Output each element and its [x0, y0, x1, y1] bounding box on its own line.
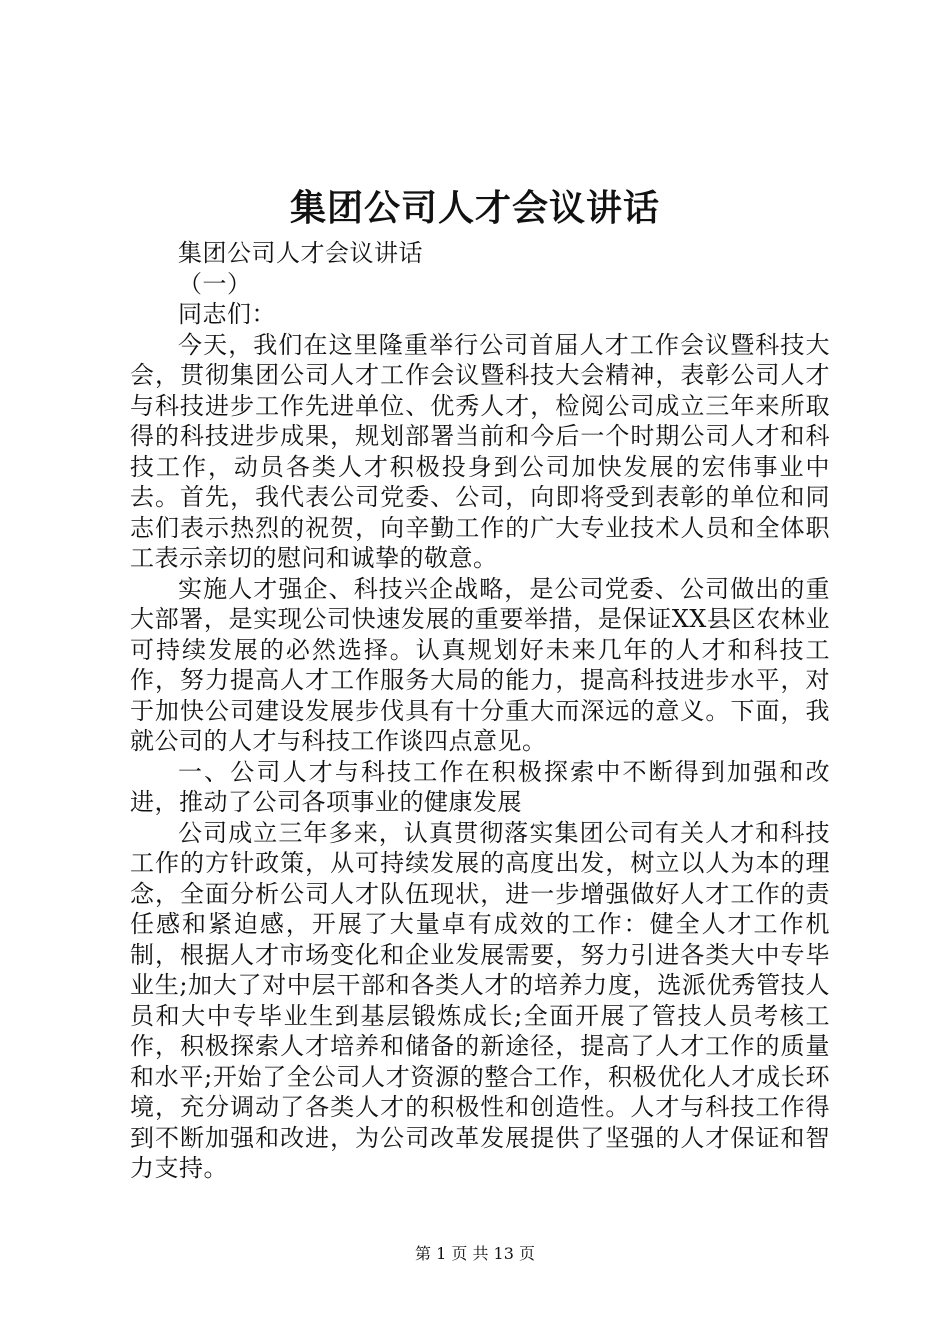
document-title: 集团公司人才会议讲话: [289, 187, 660, 229]
section-number-paragraph: （一）: [178, 269, 252, 298]
document-body: [130, 238, 830, 1184]
page-footer: 第 1 页 共 13 页: [415, 1244, 535, 1263]
subtitle-paragraph: 集团公司人才会议讲话: [178, 239, 423, 267]
section-heading-paragraph: 一、公司人才与科技工作在积极探索中不断得到加强和改进，推动了公司各项事业的健康发展: [130, 757, 830, 816]
body-paragraph: 实施人才强企、科技兴企战略，是公司党委、公司做出的重大部署，是实现公司快速发展的重要举措，是保证XX县区农林业可持续发展的必然选择。认真规划好未来几年的人才和科技工作，努力提高人才工作服务大局的能力，提高科技进步水平，对于加快公司建设发展步伐具有十分重大而深远的意义。下面，我就公司的人才与科技工作谈四点意见。: [130, 574, 830, 755]
body-paragraph: 公司成立三年多来，认真贯彻落实集团公司有关人才和科技工作的方针政策，从可持续发展的高度出发，树立以人为本的理念，全面分析公司人才队伍现状，进一步增强做好人才工作的责任感和紧迫感，开展了大量卓有成效的工作：健全人才工作机制，根据人才市场变化和企业发展需要，努力引进各类大中专毕业生;加大了对中层干部和各类人才的培养力度，选派优秀管技人员和大中专毕业生到基层锻炼成长;全面开展了管技人员考核工作，积极探索人才培养和储备的新途径，提高了人才工作的质量和水平;开始了全公司人才资源的整合工作，积极优化人才成长环境，充分调动了各类人才的积极性和创造性。人才与科技工作得到不断加强和改进，为公司改革发展提供了坚强的人才保证和智力支持。: [130, 818, 830, 1182]
salutation-paragraph: 同志们：: [178, 300, 276, 328]
body-paragraph: 今天，我们在这里隆重举行公司首届人才工作会议暨科技大会，贯彻集团公司人才工作会议暨科技大会精神，表彰公司人才与科技进步工作先进单位、优秀人才，检阅公司成立三年来所取得的科技进步成果，规划部署当前和今后一个时期公司人才和科技工作，动员各类人才积极投身到公司加快发展的宏伟事业中去。首先，我代表公司党委、公司，向即将受到表彰的单位和同志们表示热烈的祝贺，向辛勤工作的广大专业技术人员和全体职工表示亲切的慰问和诚挚的敬意。: [130, 330, 830, 572]
